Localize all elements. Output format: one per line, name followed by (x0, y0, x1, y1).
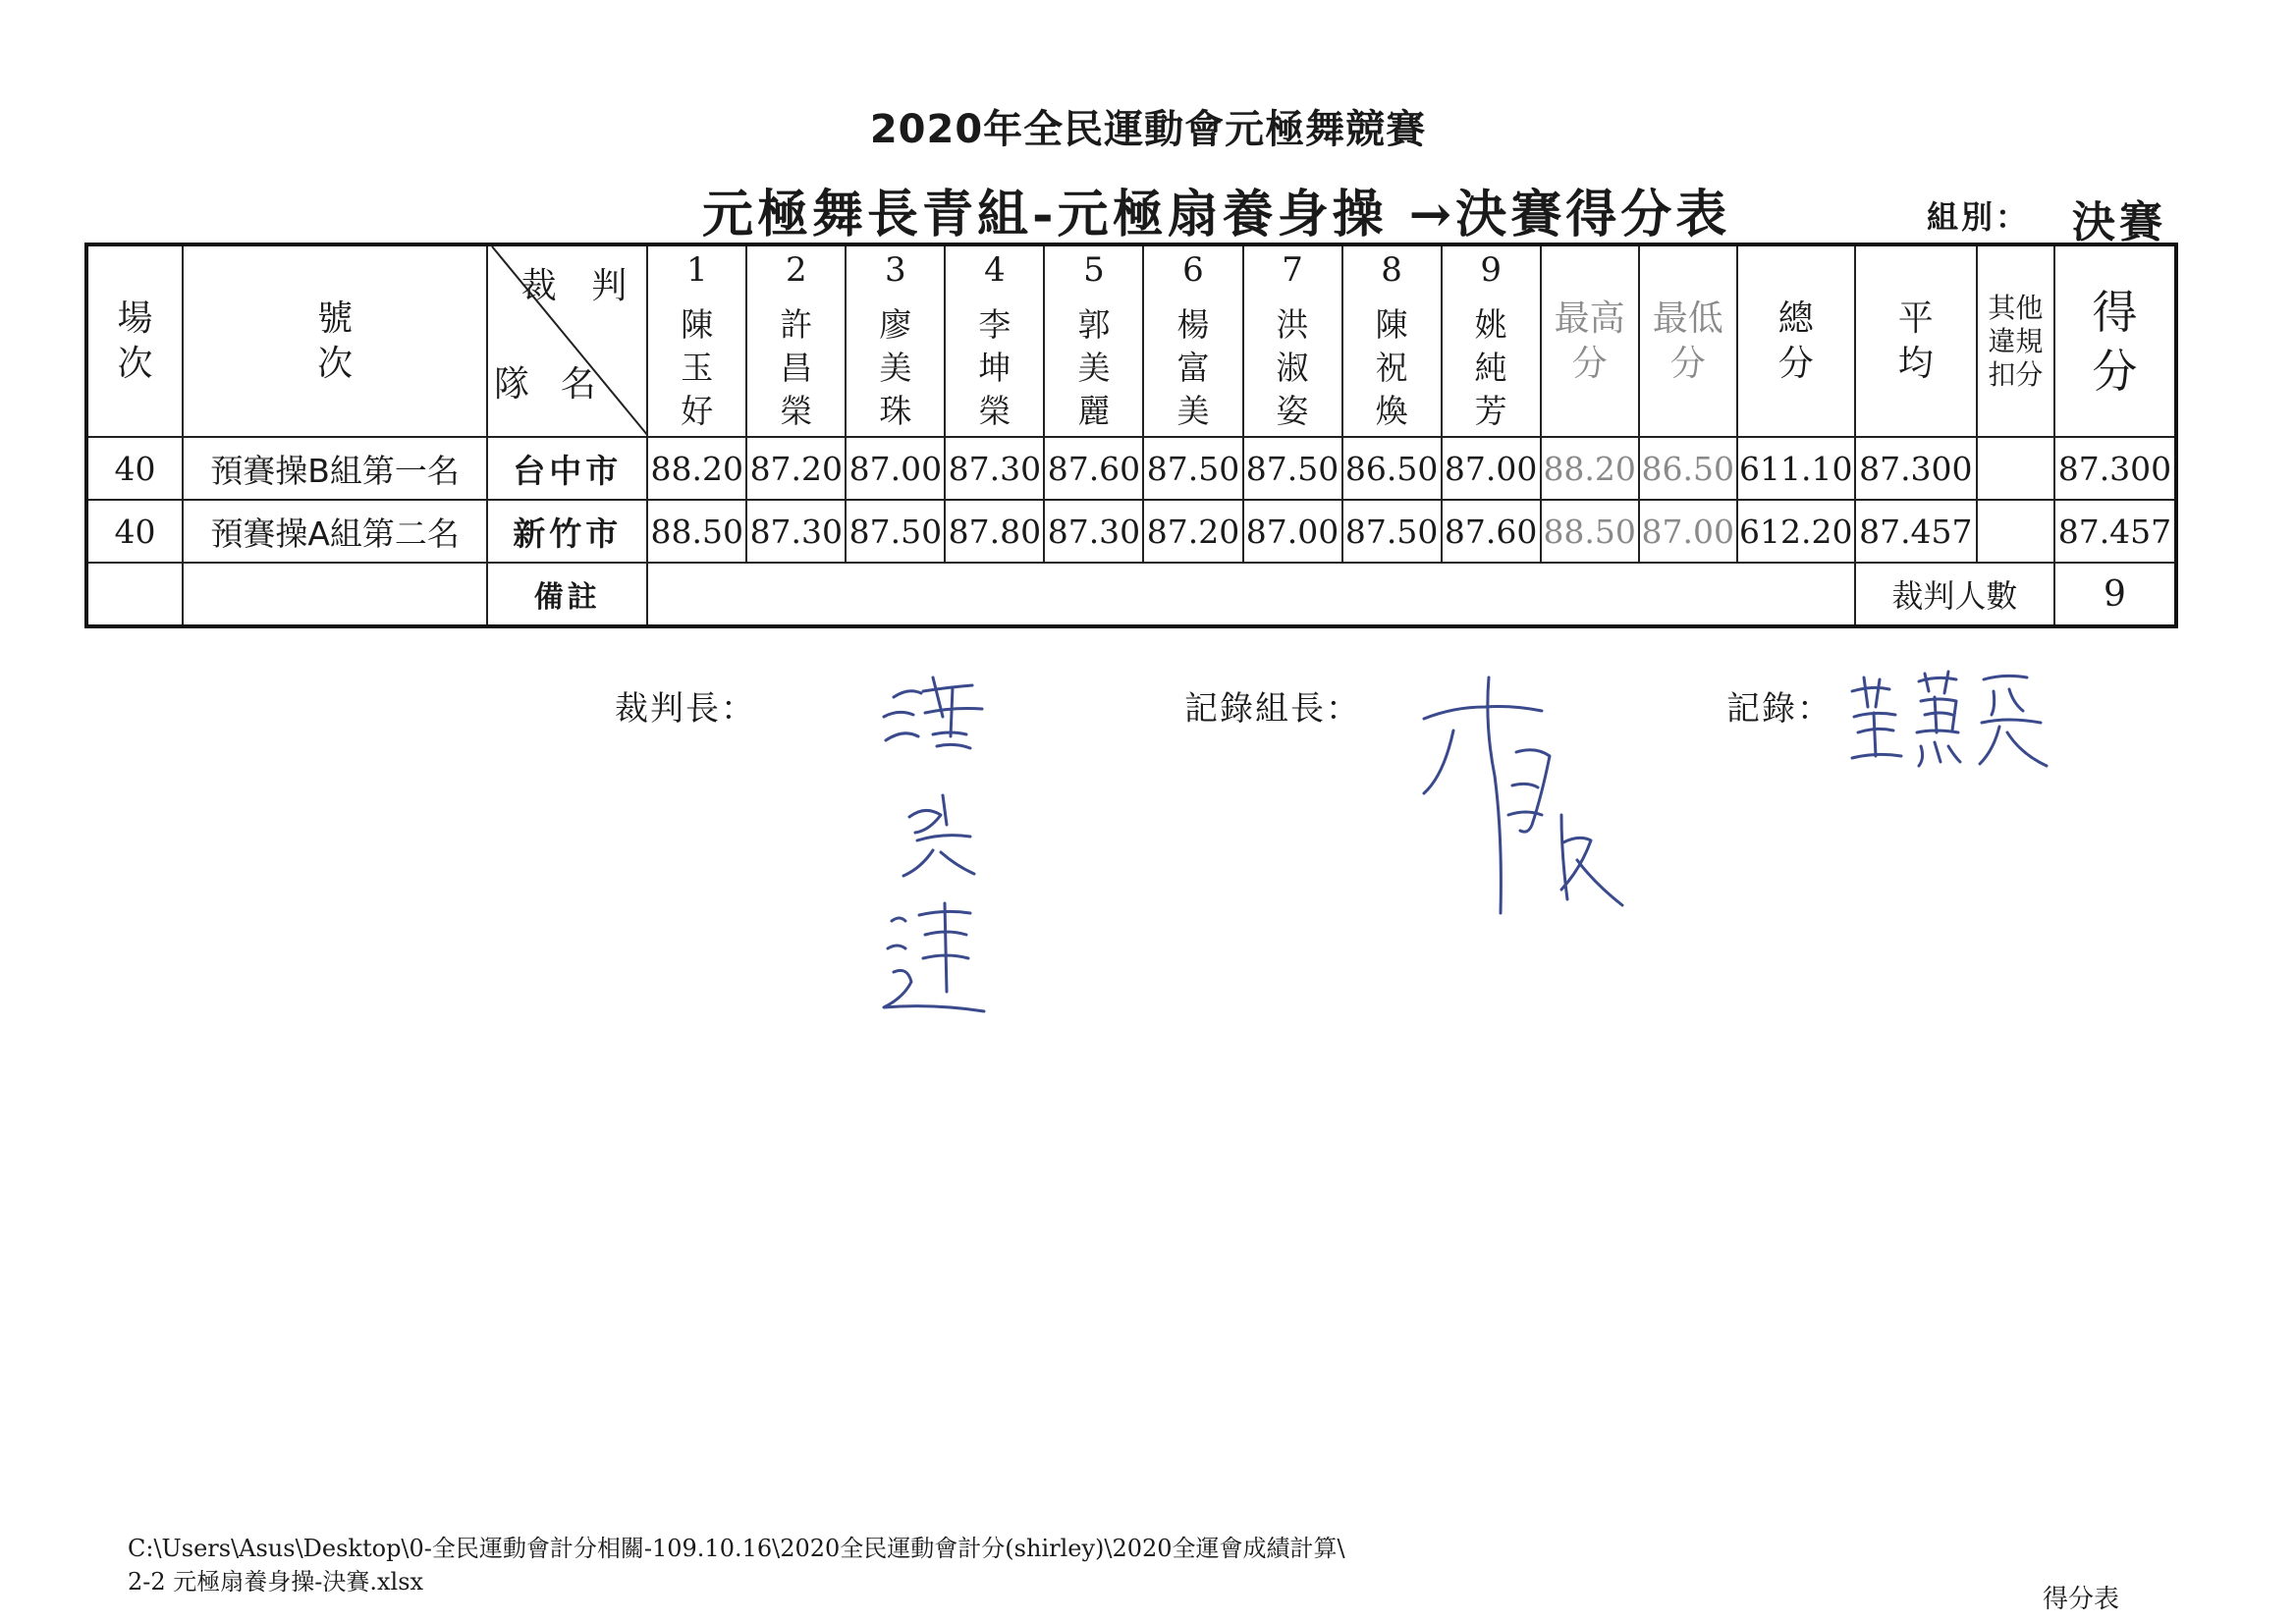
row-final-score: 87.457 (2054, 500, 2176, 563)
header-judge-team (487, 244, 647, 437)
row-score-judge-8: 86.50 (1342, 437, 1442, 500)
row-score-judge-7: 87.00 (1243, 500, 1342, 563)
row-score-judge-1: 88.20 (647, 437, 746, 500)
recorder-label: 記錄： (1726, 689, 1832, 729)
header-avg: 平均 (1855, 244, 1977, 437)
score-table (84, 243, 2178, 628)
table-row (86, 500, 2176, 563)
row-other (1977, 500, 2054, 563)
header-session: 場次 (86, 244, 183, 437)
row-score-judge-9: 87.60 (1442, 500, 1541, 563)
row-score-judge-7: 87.50 (1243, 437, 1342, 500)
row-avg: 87.300 (1855, 437, 1977, 500)
row-other (1977, 437, 2054, 500)
document-subtitle: 元極舞長青組-元極扇養身操 →決賽得分表 (702, 185, 1731, 244)
row-final-score: 87.300 (2054, 437, 2176, 500)
row-score-judge-8: 87.50 (1342, 500, 1442, 563)
judge-count-value: 9 (2054, 563, 2176, 626)
header-number: 號次 (183, 244, 487, 437)
row-score-judge-6: 87.20 (1143, 500, 1242, 563)
header-total: 總分 (1737, 244, 1855, 437)
row-avg: 87.457 (1855, 500, 1977, 563)
row-score-judge-3: 87.00 (846, 437, 945, 500)
document-title: 2020年全民運動會元極舞競賽 (869, 107, 1427, 152)
remarks-empty-1 (86, 563, 183, 626)
recorder-signature (1846, 668, 2052, 776)
file-path-line-1: C:\Users\Asus\Desktop\0-全民運動會計分相關-109.10.16\2020全民運動會計分(shirley)\2020全運會成績計算\ (128, 1535, 1345, 1562)
row-session: 40 (86, 437, 183, 500)
file-path-line-2: 2-2 元極扇養身操-決賽.xlsx (128, 1568, 424, 1596)
judge-header-4: 4 李坤榮 (945, 244, 1044, 437)
row-score-judge-6: 87.50 (1143, 437, 1242, 500)
row-score-judge-5: 87.30 (1044, 500, 1143, 563)
judge-header-5: 5 郭美麗 (1044, 244, 1143, 437)
judge-header-6: 6 楊富美 (1143, 244, 1242, 437)
group-value: 決賽 (2072, 197, 2166, 247)
chief-judge-signature (864, 658, 1002, 1021)
row-score-judge-4: 87.30 (945, 437, 1044, 500)
row-team: 新竹市 (487, 500, 647, 563)
remarks-row (86, 563, 2176, 626)
row-number: 預賽操A組第二名 (183, 500, 487, 563)
row-score-judge-4: 87.80 (945, 500, 1044, 563)
judge-header-label: 裁 判 (520, 266, 639, 306)
row-max: 88.50 (1541, 500, 1639, 563)
row-total: 611.10 (1737, 437, 1855, 500)
judge-header-9: 9 姚純芳 (1442, 244, 1541, 437)
chief-judge-label: 裁判長： (615, 689, 756, 729)
judge-header-7: 7 洪淑姿 (1243, 244, 1342, 437)
row-score-judge-2: 87.20 (746, 437, 846, 500)
table-row (86, 437, 2176, 500)
remarks-content (647, 563, 1855, 626)
row-team: 台中市 (487, 437, 647, 500)
judge-header-8: 8 陳祝煥 (1342, 244, 1442, 437)
row-score-judge-1: 88.50 (647, 500, 746, 563)
remarks-label: 備註 (487, 563, 647, 626)
row-number: 預賽操B組第一名 (183, 437, 487, 500)
judge-header-3: 3 廖美珠 (846, 244, 945, 437)
record-chief-signature (1414, 668, 1630, 923)
judge-header-1: 1 陳玉好 (647, 244, 746, 437)
record-chief-label: 記錄組長： (1184, 689, 1361, 729)
row-session: 40 (86, 500, 183, 563)
row-min: 87.00 (1639, 500, 1737, 563)
row-score-judge-9: 87.00 (1442, 437, 1541, 500)
judge-count-label: 裁判人數 (1855, 563, 2054, 626)
row-total: 612.20 (1737, 500, 1855, 563)
row-score-judge-5: 87.60 (1044, 437, 1143, 500)
row-max: 88.20 (1541, 437, 1639, 500)
judge-header-2: 2 許昌榮 (746, 244, 846, 437)
group-label: 組別： (1927, 198, 2031, 236)
row-min: 86.50 (1639, 437, 1737, 500)
header-max: 最高分 (1541, 244, 1639, 437)
header-other: 其他違規扣分 (1977, 244, 2054, 437)
header-score: 得分 (2054, 244, 2176, 437)
team-header-label: 隊 名 (494, 364, 606, 405)
row-score-judge-3: 87.50 (846, 500, 945, 563)
remarks-empty-2 (183, 563, 487, 626)
header-min: 最低分 (1639, 244, 1737, 437)
sheet-name-footer: 得分表 (2043, 1585, 2120, 1614)
row-score-judge-2: 87.30 (746, 500, 846, 563)
file-path-footer (128, 1532, 1345, 1598)
